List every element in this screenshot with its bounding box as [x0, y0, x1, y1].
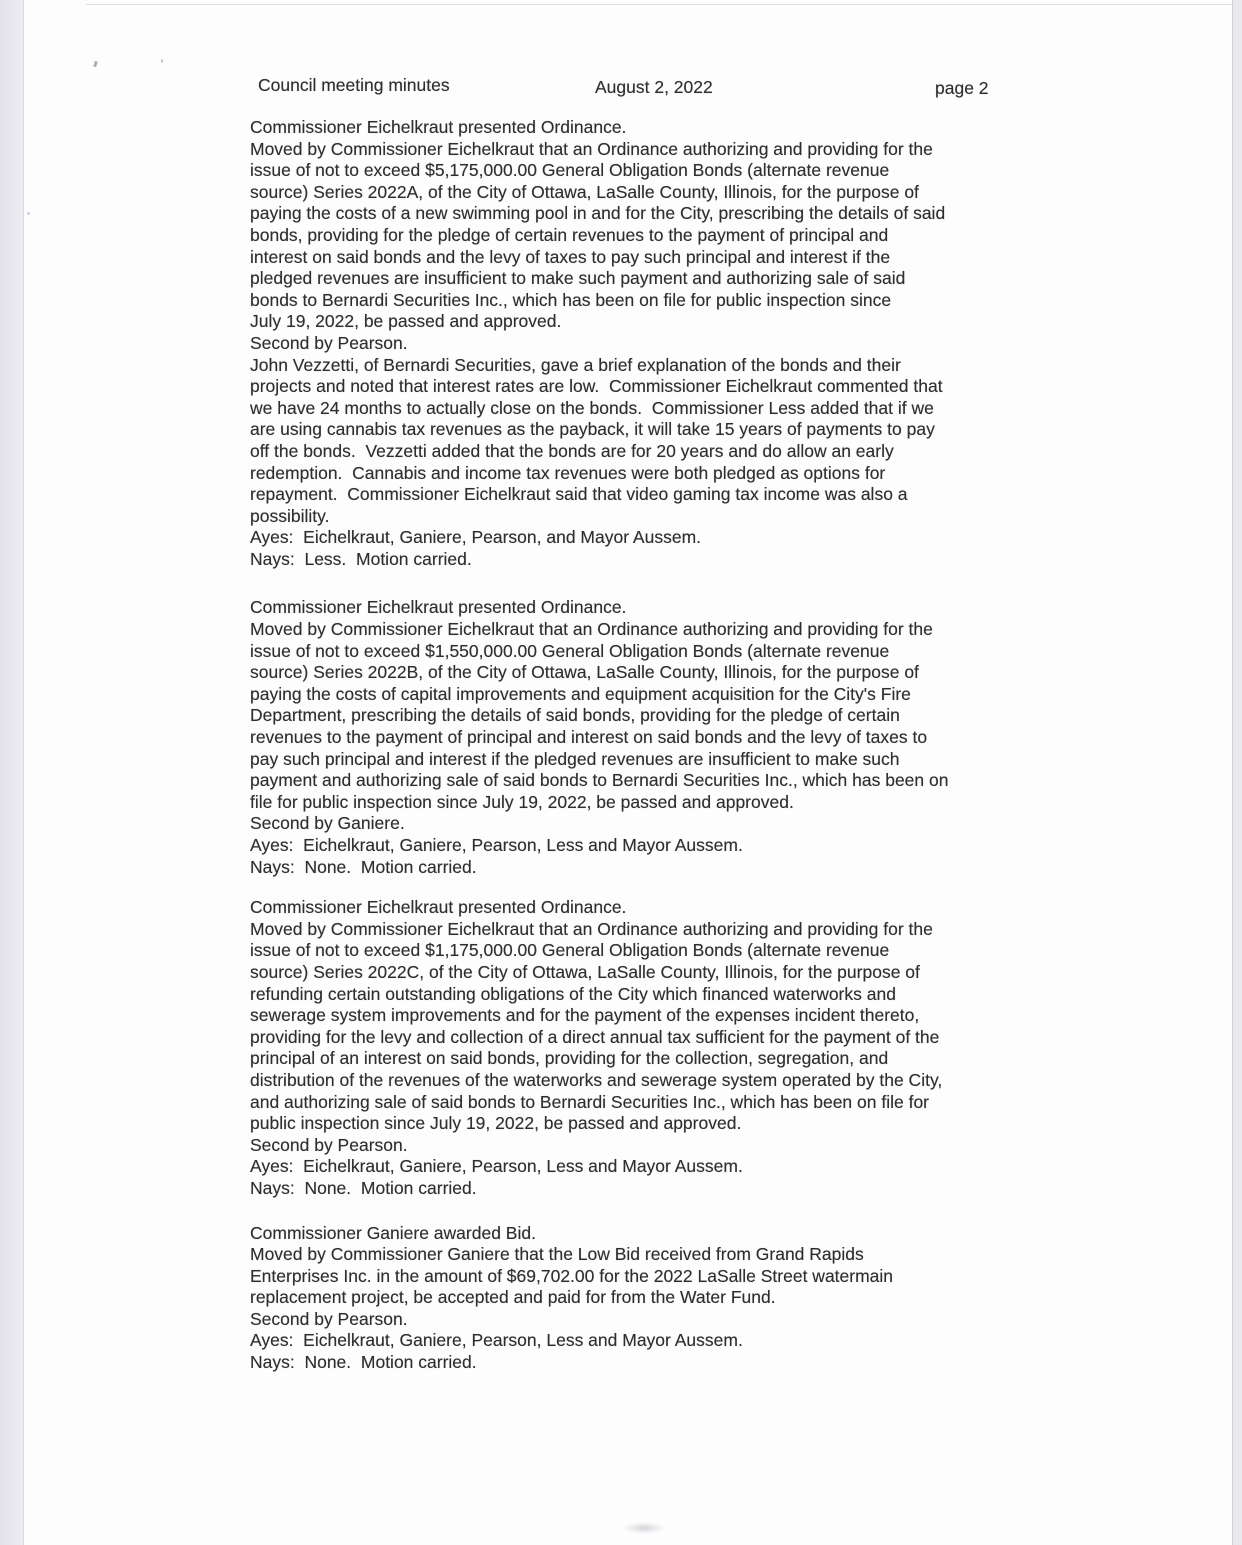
text-line: Nays: None. Motion carried.: [250, 1352, 477, 1373]
text-line: Second by Pearson.: [250, 332, 408, 353]
text-line: Enterprises Inc. in the amount of $69,702.00 for the 2022 LaSalle Street watermain: [250, 1265, 894, 1286]
page-number: page 2: [935, 78, 989, 98]
text-line: Commissioner Eichelkraut presented Ordinance.: [250, 117, 627, 137]
text-line: revenues to the payment of principal and interest on said bonds and the levy of taxes to: [250, 727, 928, 748]
text-line: Department, prescribing the details of said bonds, providing for the pledge of certain: [250, 705, 900, 726]
text-line: Second by Pearson.: [250, 1134, 408, 1155]
document-title: Council meeting minutes: [258, 75, 450, 95]
text-line: projects and noted that interest rates are low. Commissioner Eichelkraut commented that: [250, 376, 943, 397]
text-line: we have 24 months to actually close on the bonds. Commissioner Less added that if we: [250, 397, 934, 418]
text-line: Ayes: Eichelkraut, Ganiere, Pearson, Less and Mayor Aussem.: [250, 1156, 743, 1177]
text-line: Nays: None. Motion carried.: [250, 1177, 477, 1198]
text-line: Moved by Commissioner Ganiere that the Low Bid received from Grand Rapids: [250, 1244, 864, 1265]
text-line: source) Series 2022A, of the City of Ottawa, LaSalle County, Illinois, for the purpose of: [250, 181, 919, 202]
text-line: source) Series 2022C, of the City of Ottawa, LaSalle County, Illinois, for the purpose of: [250, 961, 920, 982]
text-line: interest on said bonds and the levy of taxes to pay such principal and interest if the: [250, 246, 891, 267]
text-line: refunding certain outstanding obligations of the City which financed waterworks and: [250, 983, 896, 1004]
scan-edge-right: [1232, 0, 1242, 1545]
minutes-block-ordinance-2022a: [250, 117, 1030, 570]
text-line: issue of not to exceed $1,550,000.00 General Obligation Bonds (alternate revenue: [250, 640, 890, 661]
scan-smudge: [622, 1522, 666, 1534]
text-line: repayment. Commissioner Eichelkraut said that video gaming tax income was also a: [250, 484, 908, 505]
text-line: Nays: Less. Motion carried.: [250, 548, 472, 569]
text-line: pledged revenues are insufficient to make such payment and authorizing sale of said: [250, 268, 906, 289]
text-line: Commissioner Eichelkraut presented Ordinance.: [250, 597, 627, 618]
text-line: July 19, 2022, be passed and approved.: [250, 311, 562, 332]
text-line: issue of not to exceed $5,175,000.00 General Obligation Bonds (alternate revenue: [250, 160, 890, 181]
text-line: issue of not to exceed $1,175,000.00 General Obligation Bonds (alternate revenue: [250, 940, 890, 961]
text-line: off the bonds. Vezzetti added that the bonds are for 20 years and do allow an early: [250, 440, 894, 461]
text-line: providing for the levy and collection of a direct annual tax sufficient for the payment of the: [250, 1026, 940, 1047]
text-line: pay such principal and interest if the pledged revenues are insufficient to make such: [250, 748, 900, 769]
text-line: public inspection since July 19, 2022, be passed and approved.: [250, 1113, 742, 1134]
minutes-block-bid-award: [250, 1223, 1030, 1374]
text-line: file for public inspection since July 19, 2022, be passed and approved.: [250, 791, 794, 812]
text-line: and authorizing sale of said bonds to Bernardi Securities Inc., which has been on file for: [250, 1091, 930, 1112]
text-line: Nays: None. Motion carried.: [250, 856, 477, 877]
text-line: Moved by Commissioner Eichelkraut that an Ordinance authorizing and providing for the: [250, 619, 933, 640]
text-line: distribution of the revenues of the waterworks and sewerage system operated by the City,: [250, 1069, 943, 1090]
text-line: possibility.: [250, 505, 330, 526]
text-line: Second by Ganiere.: [250, 813, 405, 834]
text-line: Ayes: Eichelkraut, Ganiere, Pearson, Less and Mayor Aussem.: [250, 1330, 743, 1351]
text-line: principal of an interest on said bonds, providing for the collection, segregation, and: [250, 1048, 889, 1069]
text-line: redemption. Cannabis and income tax revenues were both pledged as options for: [250, 462, 886, 483]
minutes-block-ordinance-2022b: [250, 597, 1030, 878]
minutes-block-ordinance-2022c: [250, 897, 1030, 1199]
text-line: source) Series 2022B, of the City of Ottawa, LaSalle County, Illinois, for the purpose of: [250, 662, 919, 683]
scan-edge-top: [86, 4, 1232, 5]
text-line: Moved by Commissioner Eichelkraut that an Ordinance authorizing and providing for the: [250, 918, 933, 939]
text-line: Commissioner Ganiere awarded Bid.: [250, 1222, 536, 1243]
text-line: paying the costs of a new swimming pool in and for the City, prescribing the details of said: [250, 203, 946, 224]
scan-edge-left: [0, 0, 24, 1545]
page-header: [250, 75, 1030, 117]
text-line: Moved by Commissioner Eichelkraut that an Ordinance authorizing and providing for the: [250, 138, 933, 159]
page-body: [250, 117, 1030, 1374]
text-line: sewerage system improvements and for the payment of the expenses incident thereto,: [250, 1005, 920, 1026]
text-line: Ayes: Eichelkraut, Ganiere, Pearson, and Mayor Aussem.: [250, 527, 702, 548]
scan-speck: [161, 59, 163, 63]
text-line: bonds, providing for the pledge of certain revenues to the payment of principal and: [250, 224, 889, 245]
text-line: Second by Pearson.: [250, 1308, 408, 1329]
text-line: Ayes: Eichelkraut, Ganiere, Pearson, Less and Mayor Aussem.: [250, 835, 743, 855]
text-line: payment and authorizing sale of said bonds to Bernardi Securities Inc., which has been on: [250, 770, 949, 791]
text-line: paying the costs of capital improvements and equipment acquisition for the City's Fire: [250, 683, 911, 704]
text-line: Commissioner Eichelkraut presented Ordinance.: [250, 897, 627, 918]
page-content: [250, 75, 1030, 1374]
text-line: bonds to Bernardi Securities Inc., which has been on file for public inspection since: [250, 289, 892, 310]
text-line: are using cannabis tax revenues as the payback, it will take 15 years of payments to pay: [250, 419, 935, 440]
text-line: replacement project, be accepted and paid for from the Water Fund.: [250, 1287, 776, 1308]
scan-speck: [27, 212, 30, 215]
text-line: John Vezzetti, of Bernardi Securities, gave a brief explanation of the bonds and their: [250, 354, 901, 375]
document-date: August 2, 2022: [595, 77, 713, 97]
scan-speck: [93, 61, 98, 68]
